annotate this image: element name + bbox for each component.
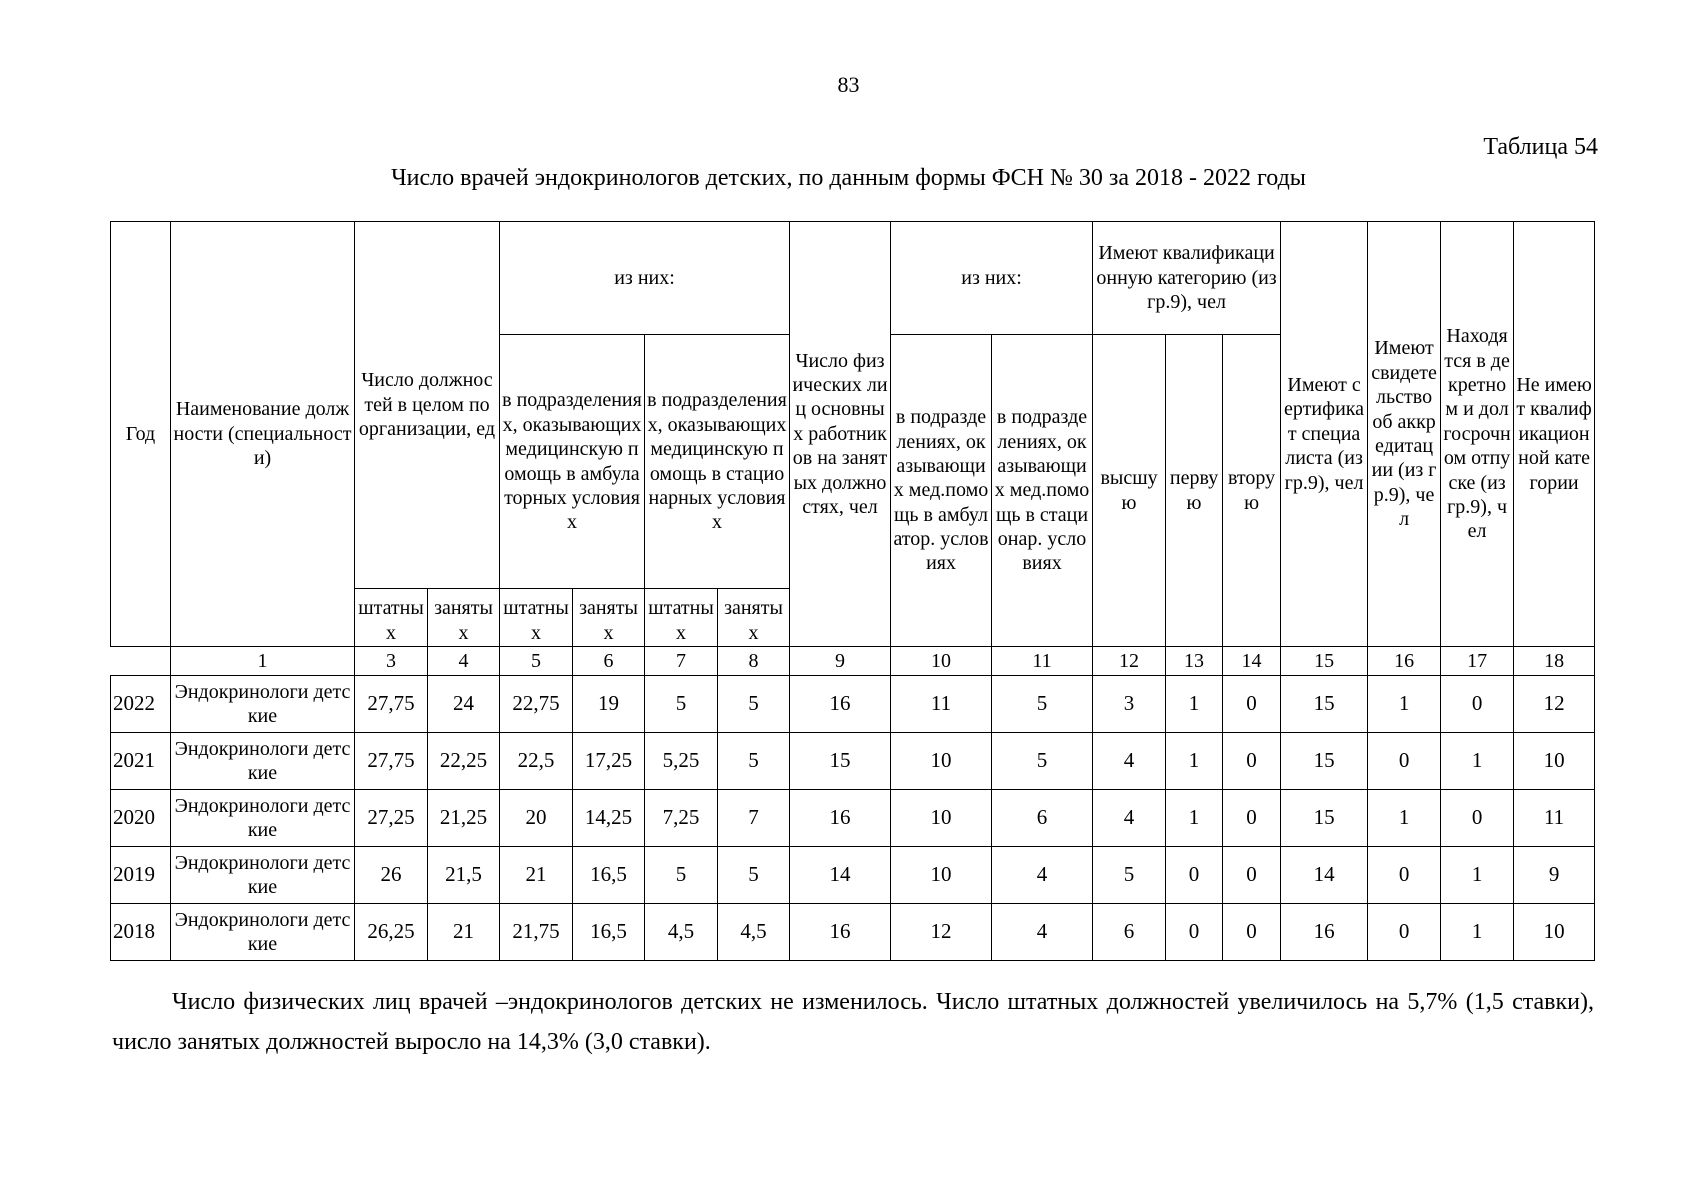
position-name-cell: Эндокринологи детские [171, 676, 355, 733]
column-number: 5 [500, 647, 573, 676]
certificate-cell: 15 [1281, 790, 1368, 847]
table-row [111, 847, 1595, 904]
column-number: 15 [1281, 647, 1368, 676]
position-name-cell: Эндокринологи детские [171, 847, 355, 904]
indiv-outpatient-cell: 12 [891, 904, 992, 961]
occupied-outpatient-cell: 14,25 [573, 790, 645, 847]
header-positions-total: Число должностей в целом по организации, ед [355, 222, 500, 589]
first-cell: 0 [1166, 847, 1223, 904]
accreditation-cell: 1 [1368, 676, 1441, 733]
certificate-cell: 15 [1281, 733, 1368, 790]
second-cell: 0 [1223, 847, 1281, 904]
header-of-them-individuals: из них: [891, 222, 1093, 335]
first-cell: 0 [1166, 904, 1223, 961]
position-name-cell: Эндокринологи детские [171, 733, 355, 790]
column-number: 7 [645, 647, 718, 676]
summary-paragraph: Число физических лиц врачей –эндокринологов детских не изменилось. Число штатных должностей увеличилось на 5,7% (1,5 ставки), число занятых должностей выросло на 14,3% (3,0 ставки). [112, 989, 1594, 1055]
staff-outpatient-cell: 20 [500, 790, 573, 847]
column-number: 10 [891, 647, 992, 676]
second-cell: 0 [1223, 676, 1281, 733]
column-number: 14 [1223, 647, 1281, 676]
individuals-cell: 16 [790, 790, 891, 847]
header-second: вторую [1223, 335, 1281, 647]
table-label: Таблица 54 [1483, 134, 1598, 160]
occupied-total-cell: 21 [428, 904, 500, 961]
column-number: 1 [171, 647, 355, 676]
staff-outpatient-cell: 21,75 [500, 904, 573, 961]
header-highest: высшую [1093, 335, 1166, 647]
leave-cell: 1 [1441, 847, 1514, 904]
staff-outpatient-cell: 22,5 [500, 733, 573, 790]
occupied-total-cell: 22,25 [428, 733, 500, 790]
highest-cell: 4 [1093, 733, 1166, 790]
indiv-outpatient-cell: 10 [891, 790, 992, 847]
header-staff: штатных [500, 589, 573, 647]
no-category-cell: 9 [1514, 847, 1595, 904]
column-number: 13 [1166, 647, 1223, 676]
occupied-outpatient-cell: 16,5 [573, 847, 645, 904]
staff-total-cell: 26 [355, 847, 428, 904]
staff-inpatient-cell: 5 [645, 847, 718, 904]
header-first: первую [1166, 335, 1223, 647]
indiv-inpatient-cell: 4 [992, 847, 1093, 904]
position-name-cell: Эндокринологи детские [171, 790, 355, 847]
highest-cell: 4 [1093, 790, 1166, 847]
leave-cell: 1 [1441, 904, 1514, 961]
occupied-outpatient-cell: 16,5 [573, 904, 645, 961]
column-number: 3 [355, 647, 428, 676]
staff-inpatient-cell: 5,25 [645, 733, 718, 790]
highest-cell: 5 [1093, 847, 1166, 904]
accreditation-cell: 1 [1368, 790, 1441, 847]
header-accreditation: Имеют свидетельство об аккредитации (из гр.9), чел [1368, 222, 1441, 647]
staff-outpatient-cell: 21 [500, 847, 573, 904]
no-category-cell: 12 [1514, 676, 1595, 733]
table-row [111, 904, 1595, 961]
first-cell: 1 [1166, 790, 1223, 847]
individuals-cell: 15 [790, 733, 891, 790]
accreditation-cell: 0 [1368, 733, 1441, 790]
column-number: 12 [1093, 647, 1166, 676]
occupied-inpatient-cell: 4,5 [718, 904, 790, 961]
no-category-cell: 10 [1514, 733, 1595, 790]
second-cell: 0 [1223, 904, 1281, 961]
occupied-total-cell: 21,5 [428, 847, 500, 904]
header-staff: штатных [355, 589, 428, 647]
occupied-total-cell: 24 [428, 676, 500, 733]
indiv-outpatient-cell: 11 [891, 676, 992, 733]
accreditation-cell: 0 [1368, 904, 1441, 961]
header-qualification: Имеют квалификационную категорию (из гр.9), чел [1093, 222, 1281, 335]
indiv-outpatient-cell: 10 [891, 733, 992, 790]
table-row [111, 733, 1595, 790]
header-occupied: занятых [573, 589, 645, 647]
year-cell: 2019 [111, 847, 171, 904]
highest-cell: 6 [1093, 904, 1166, 961]
year-cell: 2021 [111, 733, 171, 790]
column-number-row [111, 647, 1595, 676]
table-row [111, 676, 1595, 733]
year-cell: 2022 [111, 676, 171, 733]
header-position-name: Наименование должности (специальности) [171, 222, 355, 647]
header-certificate: Имеют сертификат специалиста (из гр.9), чел [1281, 222, 1368, 647]
empty-cell [111, 647, 171, 676]
first-cell: 1 [1166, 733, 1223, 790]
leave-cell: 1 [1441, 733, 1514, 790]
accreditation-cell: 0 [1368, 847, 1441, 904]
individuals-cell: 14 [790, 847, 891, 904]
header-occupied: занятых [428, 589, 500, 647]
column-number: 9 [790, 647, 891, 676]
table-title: Число врачей эндокринологов детских, по данным формы ФСН № 30 за 2018 - 2022 годы [391, 165, 1306, 191]
occupied-inpatient-cell: 7 [718, 790, 790, 847]
staff-inpatient-cell: 5 [645, 676, 718, 733]
year-cell: 2018 [111, 904, 171, 961]
leave-cell: 0 [1441, 790, 1514, 847]
page-number: 83 [837, 72, 860, 97]
individuals-cell: 16 [790, 904, 891, 961]
staff-total-cell: 27,25 [355, 790, 428, 847]
individuals-cell: 16 [790, 676, 891, 733]
second-cell: 0 [1223, 733, 1281, 790]
header-indiv-inpatient: в подразделениях, оказывающих мед.помощь в стационар. условиях [992, 335, 1093, 647]
staff-total-cell: 27,75 [355, 733, 428, 790]
column-number: 18 [1514, 647, 1595, 676]
indiv-outpatient-cell: 10 [891, 847, 992, 904]
second-cell: 0 [1223, 790, 1281, 847]
occupied-total-cell: 21,25 [428, 790, 500, 847]
highest-cell: 3 [1093, 676, 1166, 733]
certificate-cell: 15 [1281, 676, 1368, 733]
staff-total-cell: 26,25 [355, 904, 428, 961]
indiv-inpatient-cell: 4 [992, 904, 1093, 961]
header-of-them-positions: из них: [500, 222, 790, 335]
no-category-cell: 10 [1514, 904, 1595, 961]
header-inpatient: в подразделениях, оказывающих медицинскую помощь в стационарных условиях [645, 335, 790, 589]
endocrinologists-table [110, 221, 1595, 961]
header-no-category: Не имеют квалификационной категории [1514, 222, 1595, 647]
staff-inpatient-cell: 4,5 [645, 904, 718, 961]
indiv-inpatient-cell: 6 [992, 790, 1093, 847]
header-year: Год [111, 222, 171, 647]
header-outpatient: в подразделениях, оказывающих медицинскую помощь в амбулаторных условиях [500, 335, 645, 589]
no-category-cell: 11 [1514, 790, 1595, 847]
occupied-outpatient-cell: 17,25 [573, 733, 645, 790]
column-number: 17 [1441, 647, 1514, 676]
staff-outpatient-cell: 22,75 [500, 676, 573, 733]
header-occupied: занятых [718, 589, 790, 647]
header-leave: Находятся в декретном и долгосрочном отпуске (из гр.9), чел [1441, 222, 1514, 647]
header-indiv-outpatient: в подразделениях, оказывающих мед.помощь в амбулатор. условиях [891, 335, 992, 647]
certificate-cell: 14 [1281, 847, 1368, 904]
leave-cell: 0 [1441, 676, 1514, 733]
column-number: 16 [1368, 647, 1441, 676]
header-staff: штатных [645, 589, 718, 647]
position-name-cell: Эндокринологи детские [171, 904, 355, 961]
staff-inpatient-cell: 7,25 [645, 790, 718, 847]
year-cell: 2020 [111, 790, 171, 847]
first-cell: 1 [1166, 676, 1223, 733]
occupied-inpatient-cell: 5 [718, 676, 790, 733]
certificate-cell: 16 [1281, 904, 1368, 961]
column-number: 11 [992, 647, 1093, 676]
column-number: 4 [428, 647, 500, 676]
occupied-outpatient-cell: 19 [573, 676, 645, 733]
column-number: 6 [573, 647, 645, 676]
indiv-inpatient-cell: 5 [992, 733, 1093, 790]
staff-total-cell: 27,75 [355, 676, 428, 733]
column-number: 8 [718, 647, 790, 676]
table-row [111, 790, 1595, 847]
indiv-inpatient-cell: 5 [992, 676, 1093, 733]
header-individuals: Число физических лиц основных работников на занятых должностях, чел [790, 222, 891, 647]
occupied-inpatient-cell: 5 [718, 847, 790, 904]
occupied-inpatient-cell: 5 [718, 733, 790, 790]
